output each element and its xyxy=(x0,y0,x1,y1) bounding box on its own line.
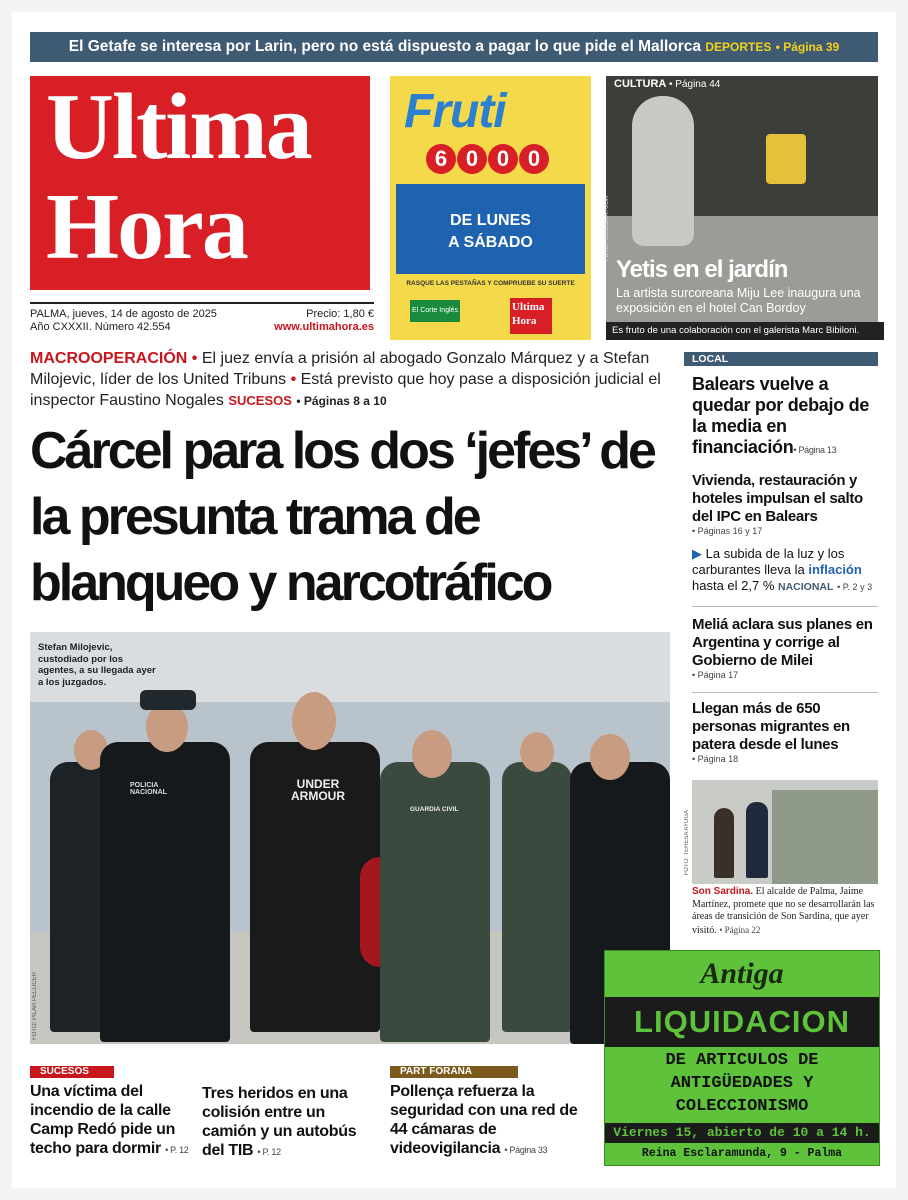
lead-kicker: MACROOPERACIÓN • El juez envía a prisión al abogado Gonzalo Márquez y a Stefan Milojevic, líder de los United Tribuns • Está previsto que hoy pase a disposición judicial el inspector Faustino Nogales SUCESOS • Páginas 8 a 10 xyxy=(30,350,661,409)
culture-section: CULTURA xyxy=(614,78,666,90)
local-story-1[interactable] xyxy=(692,374,878,461)
culture-label xyxy=(614,78,720,90)
logo-word-hora: Hora xyxy=(46,175,247,279)
top-teaser-bar[interactable] xyxy=(30,32,878,62)
bottom-story-2-title xyxy=(202,1084,372,1162)
story2-page: • P. 12 xyxy=(257,1147,281,1157)
ad-title: LIQUIDACION xyxy=(605,997,879,1047)
story1-text: Una víctima del incendio de la calle Camp Redó pide un techo para dormir xyxy=(30,1083,176,1157)
promo-digit: 6 xyxy=(426,144,456,174)
guardia-civil-figure xyxy=(380,762,490,1042)
local-story-4-title: Meliá aclara sus planes en Argentina y corrige al Gobierno de Milei xyxy=(692,616,873,669)
bottom-story-1-title xyxy=(30,1082,196,1160)
lead-pages: • Páginas 8 a 10 xyxy=(296,394,387,408)
local-story-3-pre: La subida de la luz y los carburantes lleva la xyxy=(692,546,845,577)
dateline xyxy=(30,302,374,340)
logo-word-ultima: Ultima xyxy=(46,75,311,179)
sardina-page: • Página 22 xyxy=(719,924,761,935)
sponsor-logo: El Corte Inglés xyxy=(410,300,460,322)
promo-footer: RASQUE LAS PESTAÑAS Y COMPRUEBE SU SUERTE xyxy=(406,280,575,287)
story2-text: Tres heridos en una colisión entre un camión y un autobús del TIB xyxy=(202,1085,357,1159)
local-story-2-title: Vivienda, restauración y hoteles impulsan el salto del IPC en Balears xyxy=(692,472,863,525)
promo-uh-logo xyxy=(510,298,552,334)
lead-kicker-text1: El juez envía a prisión al abogado Gonzalo Márquez y a Stefan Milojevic, líder de los United Tribuns xyxy=(30,350,650,388)
promo-days-line1: DE LUNES xyxy=(450,212,531,229)
bottom-story-2[interactable] xyxy=(202,1084,372,1200)
local-story-3-section: NACIONAL xyxy=(778,581,834,593)
lead-photo-credit: FOTO: PILAR PELLICER xyxy=(32,972,38,1040)
officer-head xyxy=(590,734,630,780)
promo-logo-line1: Ultima xyxy=(512,301,545,313)
bottom-story-3-title xyxy=(390,1082,590,1160)
sardina-photo-credit: FOTO: TERESA AYUGA xyxy=(684,810,690,876)
culture-subtitle: La artista surcoreana Miju Lee inaugura una exposición en el hotel Can Bordoy xyxy=(616,286,861,315)
ad-brand: Antiga xyxy=(700,957,784,990)
local-story-1-page: • Página 13 xyxy=(793,445,837,455)
ad-hours: Viernes 15, abierto de 10 a 14 h. xyxy=(605,1123,879,1143)
son-sardina-text[interactable] xyxy=(692,886,878,937)
local-story-2[interactable] xyxy=(692,472,878,536)
website-link[interactable]: www.ultimahora.es xyxy=(274,321,374,333)
promo-digit: 0 xyxy=(457,144,487,174)
ad-line1: DE ARTICULOS DE xyxy=(665,1051,819,1070)
local-story-3-post: hasta el 2,7 % xyxy=(692,578,775,593)
story3-page: • Página 33 xyxy=(504,1145,548,1155)
promo-days-box xyxy=(396,184,585,274)
antiga-advertisement[interactable] xyxy=(604,950,880,1166)
promo-days-line2: A SÁBADO xyxy=(448,234,533,251)
lead-headline[interactable]: Cárcel para los dos ‘jefes’ de la presunta trama de blanqueo y narcotráfico xyxy=(30,422,654,612)
local-story-5-title: Llegan más de 650 personas migrantes en patera desde el lunes xyxy=(692,700,850,753)
bottom-tag-part-forana: PART FORANA xyxy=(390,1066,518,1078)
local-story-4[interactable] xyxy=(692,616,878,680)
bottom-story-1[interactable] xyxy=(30,1066,196,1182)
promo-title: Fruti xyxy=(404,85,506,138)
mayor-figure xyxy=(746,802,768,878)
local-section-bar: LOCAL xyxy=(684,352,878,366)
issue-number: Año CXXXII. Número 42.554 xyxy=(30,321,171,333)
lead-photo-caption: Stefan Milojevic, custodiado por los agentes, a su llegada ayer a los juzgados. xyxy=(38,642,156,688)
local-story-3[interactable] xyxy=(692,546,878,595)
guardia-civil-figure xyxy=(502,762,572,1032)
police-cap xyxy=(140,690,196,710)
story1-page: • P. 12 xyxy=(165,1145,189,1155)
yeti-sculpture-image xyxy=(632,96,694,246)
culture-photo-credit: FOTO: TERESA AYUGA xyxy=(604,196,610,262)
culture-caption: Es fruto de una colaboración con el galerista Marc Bibiloni. xyxy=(606,322,884,340)
ad-address: Reina Esclaramunda, 9 - Palma xyxy=(641,1147,843,1160)
top-teaser-text: El Getafe se interesa por Larin, pero no está dispuesto a pagar lo que pide el Mallorca xyxy=(68,38,702,55)
guardia-head xyxy=(520,732,554,772)
officer-figure xyxy=(100,742,230,1042)
bottom-tag-sucesos: SUCESOS xyxy=(30,1066,114,1078)
guardia-civil-text: GUARDIA CIVIL xyxy=(410,806,459,813)
sidebar-divider xyxy=(692,692,878,693)
lead-kicker-label: MACROOPERACIÓN xyxy=(30,350,188,367)
police-badge-text: POLICIA NACIONAL xyxy=(130,782,167,796)
son-sardina-photo[interactable] xyxy=(692,780,878,884)
local-story-3-highlight: inflación xyxy=(808,562,862,577)
promo-logo-line2: Hora xyxy=(512,315,537,327)
bottom-story-3[interactable] xyxy=(390,1066,590,1182)
ad-line2: ANTIGÜEDADES Y xyxy=(670,1074,814,1093)
sidebar-divider xyxy=(692,606,878,607)
arrow-icon: ▶ xyxy=(692,546,702,561)
price-text: Precio: 1,80 € xyxy=(306,308,374,320)
person-figure xyxy=(714,808,734,878)
sardina-kicker: Son Sardina. xyxy=(692,886,754,897)
top-teaser-section: DEPORTES xyxy=(705,40,772,54)
local-story-2-page: • Páginas 16 y 17 xyxy=(692,526,763,536)
local-story-3-page: • P. 2 y 3 xyxy=(837,582,873,592)
culture-title: Yetis en el jardín xyxy=(616,256,788,283)
artist-figure-image xyxy=(766,134,806,184)
local-story-5-page: • Página 18 xyxy=(692,754,739,764)
culture-page: • Página 44 xyxy=(669,79,721,90)
story3-text: Pollença refuerza la seguridad con una red de 44 cámaras de videovigilancia xyxy=(390,1083,578,1157)
ad-line3: COLECCIONISMO xyxy=(675,1097,809,1116)
lead-photo[interactable] xyxy=(30,632,670,1044)
sardina-body: El alcalde de Palma, Jaime Martínez, promete que no se desarrollarán las áreas de transición de Son Sardina, que ayer visitó. xyxy=(692,886,875,936)
wall-image xyxy=(772,790,878,884)
top-teaser-page: • Página 39 xyxy=(775,40,840,54)
promo-number xyxy=(426,144,556,184)
fruti-promo[interactable] xyxy=(390,76,591,340)
local-story-1-title: Balears vuelve a quedar por debajo de la media en financiación xyxy=(692,374,870,457)
promo-digit: 0 xyxy=(519,144,549,174)
lead-section: SUCESOS xyxy=(228,393,292,408)
ad-description xyxy=(605,1049,879,1118)
guardia-head xyxy=(412,730,452,778)
newspaper-front-page xyxy=(12,12,896,1188)
shirt-logo-text: UNDER ARMOUR xyxy=(291,777,345,803)
date-text: PALMA, jueves, 14 de agosto de 2025 xyxy=(30,308,217,320)
masthead-logo[interactable] xyxy=(30,76,370,290)
local-story-4-page: • Página 17 xyxy=(692,670,739,680)
local-story-5[interactable] xyxy=(692,700,878,764)
promo-digit: 0 xyxy=(488,144,518,174)
culture-feature[interactable] xyxy=(606,76,878,340)
lead-kicker-text2: Está previsto que hoy pase a disposición judicial el inspector Faustino Nogales xyxy=(30,371,661,409)
detainee-head xyxy=(292,692,336,750)
